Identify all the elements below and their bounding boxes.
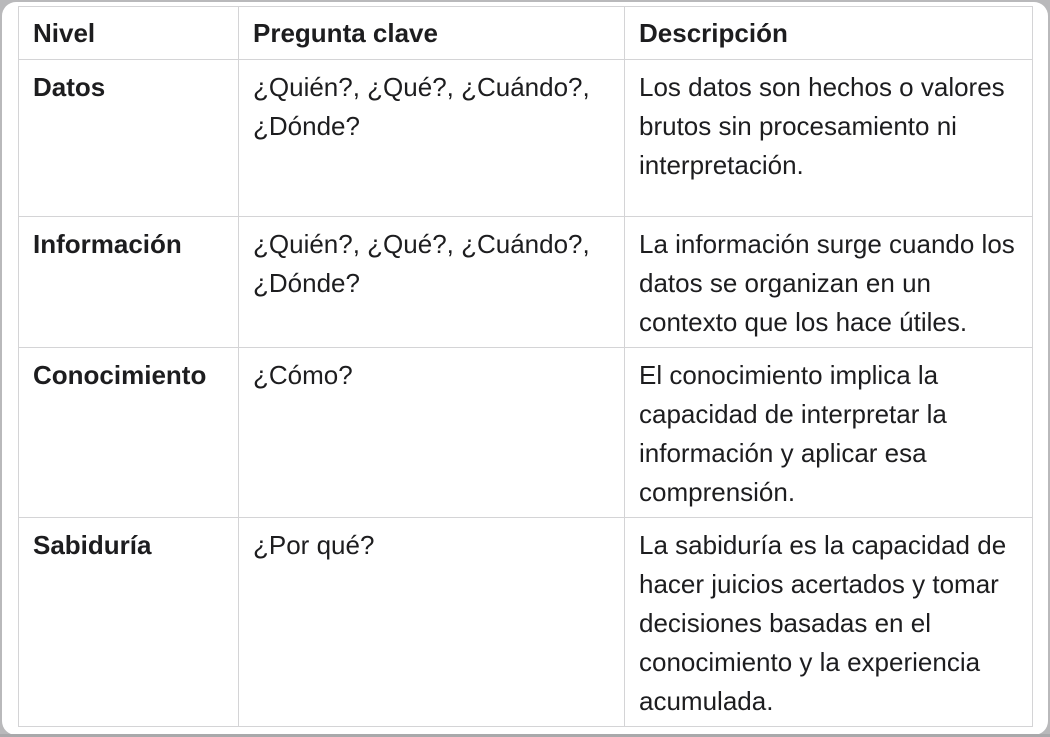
cell-question: ¿Por qué? [239,518,625,727]
cell-question: ¿Quién?, ¿Qué?, ¿Cuándo?, ¿Dónde? [239,217,625,348]
table-row [19,60,1033,217]
table-body [19,60,1033,727]
table-row [19,217,1033,348]
header-question: Pregunta clave [239,7,625,60]
cell-description: La sabiduría es la capacidad de hacer juicios acertados y tomar decisiones basadas en el conocimiento y la experiencia acumulada. [625,518,1033,727]
cell-level: Información [19,217,239,348]
table-row [19,348,1033,518]
cell-question: ¿Quién?, ¿Qué?, ¿Cuándo?, ¿Dónde? [239,60,625,217]
table-row [19,518,1033,727]
cell-question: ¿Cómo? [239,348,625,518]
cell-description: El conocimiento implica la capacidad de interpretar la información y aplicar esa comprensión. [625,348,1033,518]
cell-level: Datos [19,60,239,217]
header-description: Descripción [625,7,1033,60]
table-header [19,7,1033,60]
table-card [2,2,1048,735]
cell-description: La información surge cuando los datos se organizan en un contexto que los hace útiles. [625,217,1033,348]
header-level: Nivel [19,7,239,60]
cell-level: Conocimiento [19,348,239,518]
cell-level: Sabiduría [19,518,239,727]
knowledge-hierarchy-table [18,6,1033,727]
cell-description: Los datos son hechos o valores brutos sin procesamiento ni interpretación. [625,60,1033,217]
header-row [19,7,1033,60]
